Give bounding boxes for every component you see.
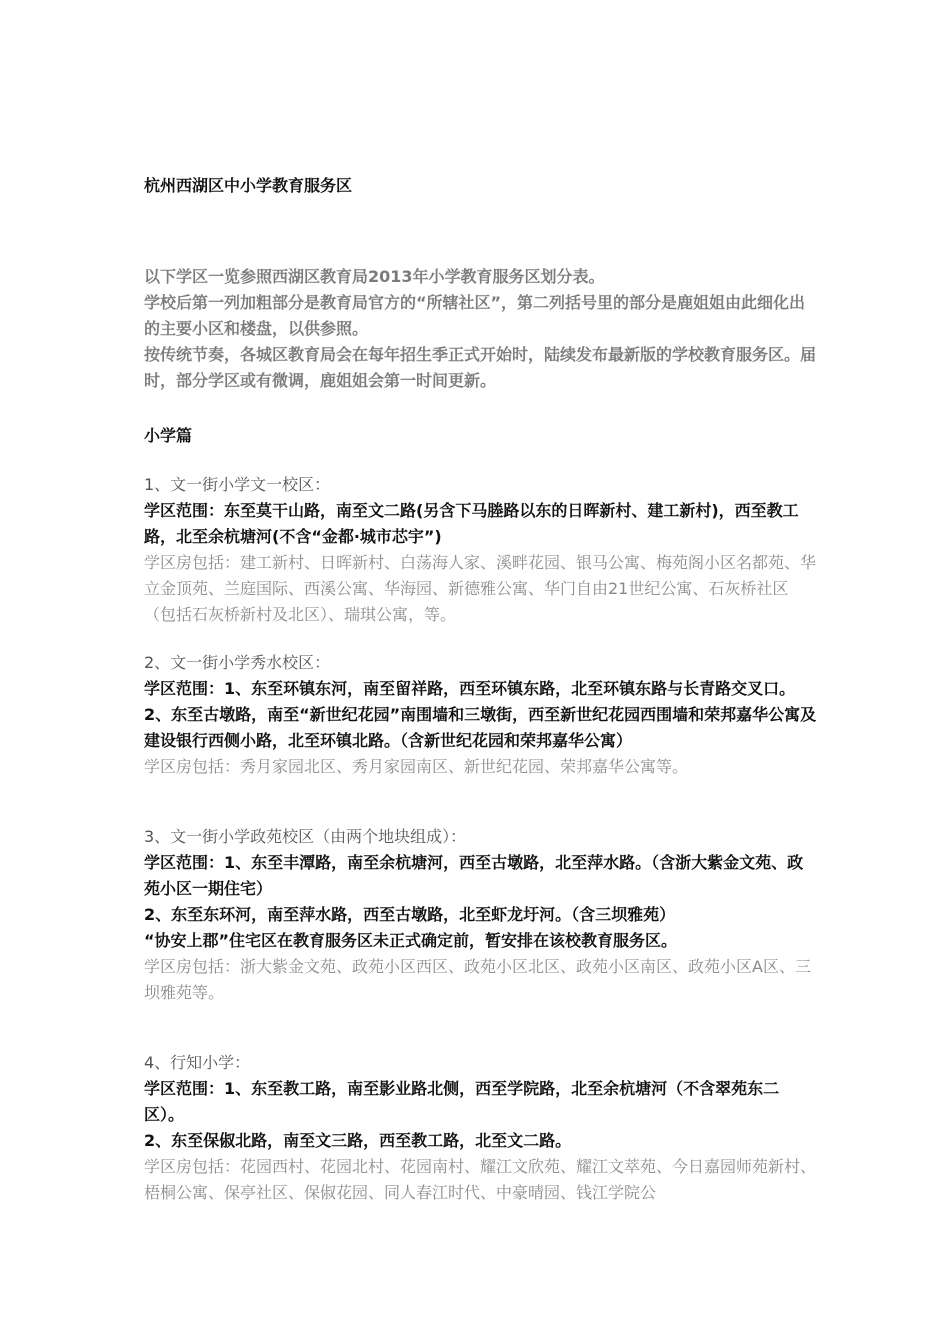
- document-content: [144, 172, 819, 1228]
- school-entry-1: [144, 472, 819, 628]
- school-entry-4: [144, 1050, 819, 1206]
- school-heading: 1、文一街小学文一校区：: [144, 475, 331, 494]
- intro-line: 按传统节奏，各城区教育局会在每年招生季正式开始时，陆续发布最新版的学校教育服务区。届时，部分学区或有微调，鹿姐姐会第一时间更新。: [144, 345, 817, 390]
- school-range: 学区范围：东至莫干山路，南至文二路(另含下马塍路以东的日晖新村、建工新村)，西至教工路，北至余杭塘河(不含“金都·城市芯宇”): [144, 501, 799, 546]
- school-houses: 学区房包括：秀月家园北区、秀月家园南区、新世纪花园、荣邦嘉华公寓等。: [144, 757, 689, 776]
- intro-block: [144, 264, 819, 394]
- school-range: 学区范围：1、东至环镇东河，南至留祥路，西至环镇东路，北至环镇东路与长青路交叉口。: [144, 679, 796, 698]
- intro-line: 以下学区一览参照西湖区教育局2013年小学教育服务区划分表。: [144, 267, 605, 286]
- school-range: 学区范围：1、东至丰潭路，南至余杭塘河，西至古墩路，北至萍水路。（含浙大紫金文苑、政苑小区一期住宅）: [144, 853, 804, 898]
- school-houses: 学区房包括：花园西村、花园北村、花园南村、耀江文欣苑、耀江文萃苑、今日嘉园师苑新村、梧桐公寓、保亭社区、保俶花园、同人春江时代、中豪晴园、钱江学院公: [144, 1157, 817, 1202]
- intro-line: 学校后第一列加粗部分是教育局官方的“所辖社区”，第二列括号里的部分是鹿姐姐由此细化出的主要小区和楼盘，以供参照。: [144, 293, 806, 338]
- school-range: 2、东至保俶北路，南至文三路，西至教工路，北至文二路。: [144, 1131, 572, 1150]
- school-heading: 3、文一街小学政苑校区（由两个地块组成）：: [144, 827, 467, 846]
- school-houses: 学区房包括：建工新村、日晖新村、白荡海人家、溪畔花园、银马公寓、梅苑阁小区名都苑、华立金顶苑、兰庭国际、西溪公寓、华海园、新德雅公寓、华门自由21世纪公寓、石灰桥社区（包括石灰桥新村及北区）、瑞琪公寓，等。: [144, 553, 817, 624]
- school-houses: 学区房包括：浙大紫金文苑、政苑小区西区、政苑小区北区、政苑小区南区、政苑小区A区、三坝雅苑等。: [144, 957, 811, 1002]
- school-heading: 2、文一街小学秀水校区：: [144, 653, 331, 672]
- document-title: 杭州西湖区中小学教育服务区: [144, 176, 353, 195]
- school-range: 2、东至古墩路，南至“新世纪花园”南围墙和三墩街，西至新世纪花园西围墙和荣邦嘉华公寓及建设银行西侧小路，北至环镇北路。（含新世纪花园和荣邦嘉华公寓）: [144, 705, 817, 750]
- school-range: 2、东至东环河，南至萍水路，西至古墩路，北至虾龙圩河。（含三坝雅苑）: [144, 905, 676, 924]
- school-entry-2: [144, 650, 819, 780]
- section-heading: 小学篇: [144, 426, 193, 445]
- school-range: 学区范围：1、东至教工路，南至影业路北侧，西至学院路，北至余杭塘河（不含翠苑东二区）。: [144, 1079, 780, 1124]
- school-heading: 4、行知小学：: [144, 1053, 251, 1072]
- school-range: “协安上郡”住宅区在教育服务区未正式确定前，暂安排在该校教育服务区。: [144, 931, 678, 950]
- school-entry-3: [144, 824, 819, 1006]
